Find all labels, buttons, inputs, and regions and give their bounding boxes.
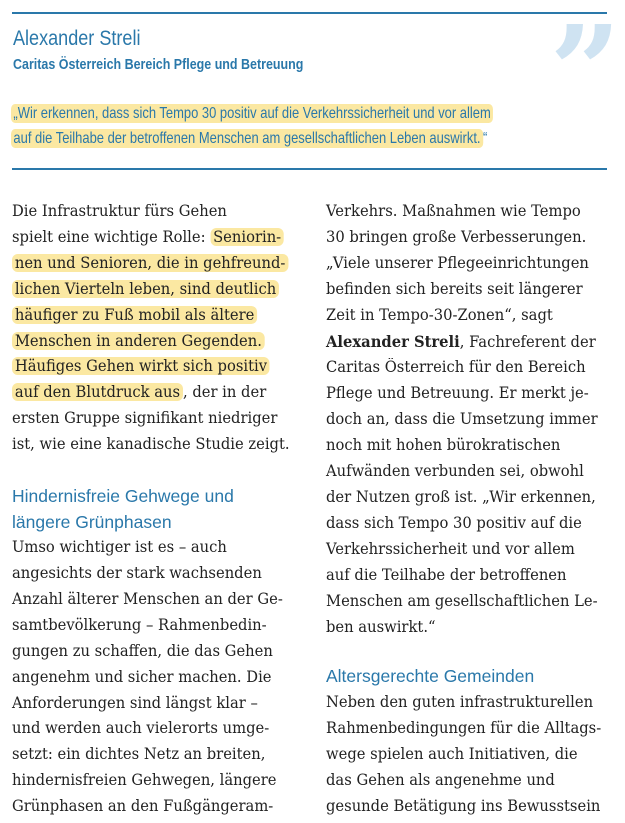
pull-quote-highlight: „Wir erkennen, dass sich Tempo 30 positiv auf die Verkehrssicherheit und vor allem xyxy=(11,104,493,123)
text-line xyxy=(12,329,297,355)
text-line: gesunde Betätigung ins Bewusstsein xyxy=(326,796,601,815)
pull-quote-end: “ xyxy=(482,130,488,147)
text-line: und werden auch vielerorts umge- xyxy=(12,719,270,738)
highlight: Menschen in anderen Gegenden. xyxy=(12,332,265,350)
text-line: dass sich Tempo 30 positiv auf die xyxy=(326,513,582,532)
text-line: Aufwänden verbunden sei, obwohl xyxy=(326,462,584,481)
text-line: Anforderungen sind längst klar – xyxy=(12,693,258,712)
text-line: doch an, dass die Umsetzung immer xyxy=(326,410,598,429)
highlight: Seniorin- xyxy=(210,228,284,246)
highlight: häufiger zu Fuß mobil als ältere xyxy=(12,306,257,324)
pull-quote-line xyxy=(11,126,562,151)
text-line: angenehm und sicher machen. Die xyxy=(12,667,272,686)
text-line: hindernisfreien Gehwegen, längere xyxy=(12,771,277,790)
quote-author: Alexander Streli xyxy=(13,27,141,50)
text-line: samtbevölkerung – Rahmenbedin- xyxy=(12,615,267,634)
pull-quote-highlight: auf die Teilhabe der betroffenen Menschen am gesellschaftlichen Leben auswirkt. xyxy=(11,129,483,148)
text-line: noch mit hohen bürokratischen xyxy=(326,436,561,455)
quote-mark-icon: ” xyxy=(549,0,613,144)
text-line: Alexander Streli, Fachreferent der xyxy=(326,331,596,351)
text-line: befinden sich bereits seit längerer xyxy=(326,279,583,298)
text-line xyxy=(12,277,297,303)
text-line: gungen zu schaffen, die das Gehen xyxy=(12,641,273,660)
pull-quote xyxy=(11,101,562,151)
text-line: Umso wichtiger ist es – auch xyxy=(12,538,227,557)
text-line: angesichts der stark wachsenden xyxy=(12,563,262,582)
text-line: Anzahl älterer Menschen an der Ge- xyxy=(12,589,283,608)
highlight: Häufiges Gehen wirkt sich positiv xyxy=(12,357,270,375)
section-heading: längere Grünphasen xyxy=(12,511,172,532)
text-line: Grünphasen an den Fußgängeram- xyxy=(12,797,274,816)
right-column xyxy=(326,199,616,819)
text-line: ben auswirkt.“ xyxy=(326,617,436,636)
text-line: der Nutzen groß ist. „Wir erkennen, xyxy=(326,487,596,506)
text-line: Zeit in Tempo-30-Zonen“, sagt xyxy=(326,305,553,324)
left-column xyxy=(12,199,312,820)
text-line xyxy=(12,354,297,380)
text-line: Verkehrssicherheit und vor allem xyxy=(326,539,575,558)
section-rule xyxy=(12,168,607,170)
text-line: ersten Gruppe signifikant niedriger xyxy=(12,409,278,428)
highlight: nen und Senioren, die in gehfreund- xyxy=(12,254,288,272)
person-name: Alexander Streli xyxy=(326,331,460,351)
text-line: 30 bringen große Verbesserungen. xyxy=(326,227,587,246)
text-line: „Viele unserer Pflegeeinrichtungen xyxy=(326,253,589,272)
text-line: Neben den guten infrastrukturellen xyxy=(326,692,594,711)
quote-organization: Caritas Österreich Bereich Pflege und Betreuung xyxy=(13,57,304,73)
text-line: Pflege und Betreuung. Er merkt je- xyxy=(326,384,589,403)
text-line xyxy=(12,303,297,329)
text-line: spielt eine wichtige Rolle: Seniorin- xyxy=(12,225,297,251)
highlight: lichen Vierteln leben, sind deutlich xyxy=(12,280,279,298)
text-line: Menschen am gesellschaftlichen Le- xyxy=(326,591,598,610)
text-line: auf den Blutdruck aus , der in der xyxy=(12,380,297,406)
text-line: setzt: ein dichtes Netz an breiten, xyxy=(12,745,266,764)
section-heading: Altersgerechte Gemeinden xyxy=(326,666,535,687)
text-line: Verkehrs. Maßnahmen wie Tempo xyxy=(326,202,581,220)
text-line xyxy=(12,251,297,277)
highlight: auf den Blutdruck aus xyxy=(12,383,183,401)
section-heading: Hindernisfreie Gehwege und xyxy=(12,486,234,507)
text-line: ist, wie eine kanadische Studie zeigt. xyxy=(12,435,290,454)
text-line: wege spielen auch Initiativen, die xyxy=(326,744,578,763)
pull-quote-line xyxy=(11,101,562,126)
text-line: Caritas Österreich für den Bereich xyxy=(326,358,586,377)
top-rule xyxy=(12,12,607,14)
text-line: auf die Teilhabe der betroffenen xyxy=(326,565,567,584)
text-line: Rahmenbedingungen für die Alltags- xyxy=(326,718,602,737)
text-line: Die Infrastruktur fürs Gehen xyxy=(12,202,227,220)
text-line: das Gehen als angenehme und xyxy=(326,770,555,789)
